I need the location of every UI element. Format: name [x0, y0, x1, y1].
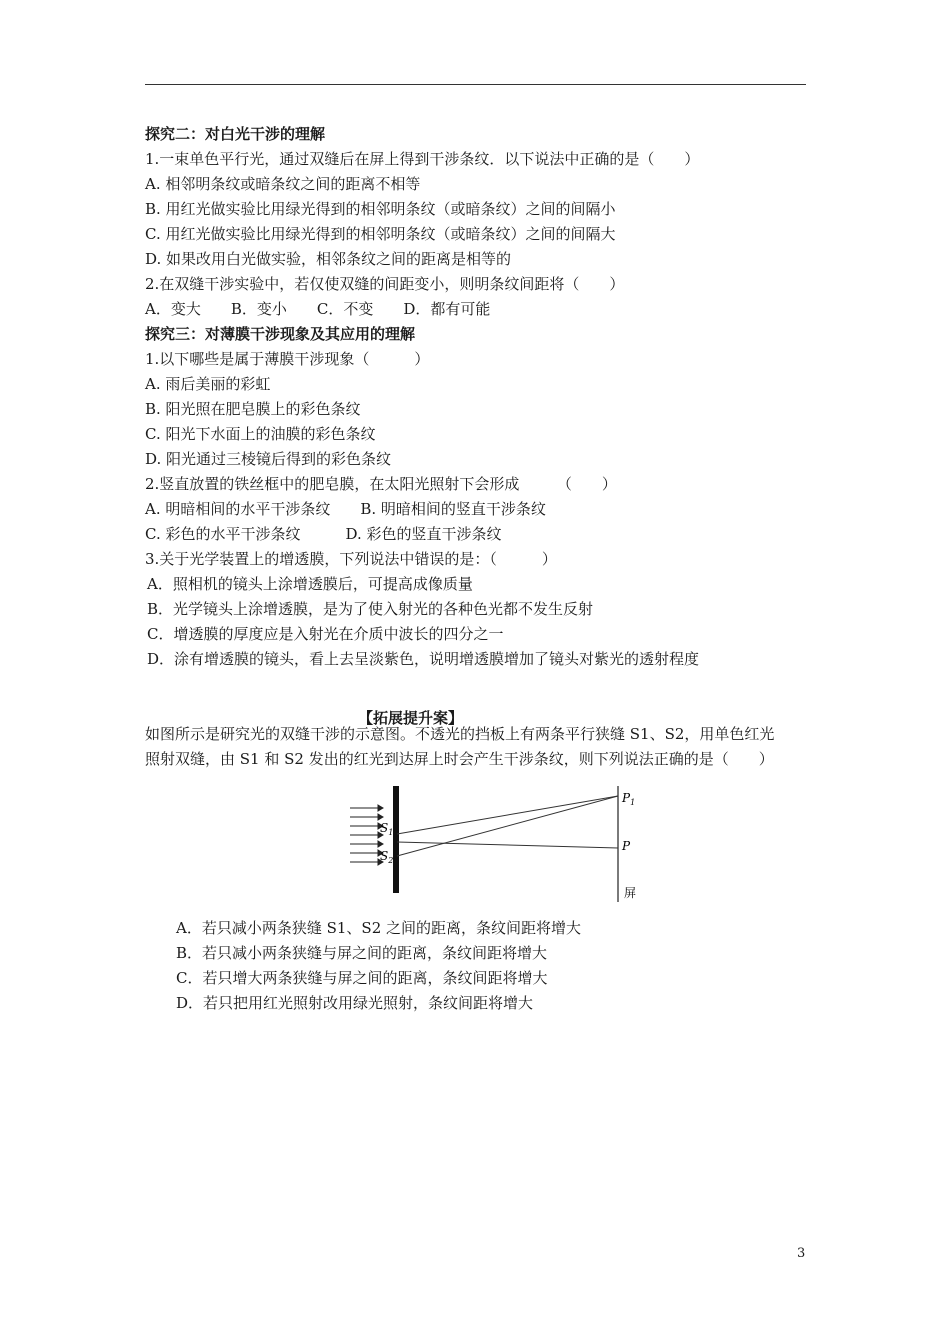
section3-q3-option-a: A．照相机的镜头上涂增透膜后，可提高成像质量: [147, 575, 473, 593]
barrier-plate: [393, 786, 399, 893]
section2-title: 探究二：对白光干涉的理解: [145, 125, 326, 143]
double-slit-diagram: [345, 782, 645, 904]
section3-question2: 2.竖直放置的铁丝框中的肥皂膜，在太阳光照射下会形成 （ ）: [145, 475, 617, 493]
section3-question3: 3.关于光学装置上的增透膜，下列说法中错误的是：（ ）: [145, 550, 557, 568]
section3-question1: 1.以下哪些是属于薄膜干涉现象（ ）: [145, 350, 430, 368]
label-screen: 屏: [624, 886, 637, 900]
section3-q1-option-b: B. 阳光照在肥皂膜上的彩色条纹: [145, 400, 361, 418]
section3-q3-option-b: B．光学镜头上涂增透膜，是为了使入射光的各种色光都不发生反射: [147, 600, 594, 618]
extension-title: 【拓展提升案】: [358, 709, 464, 727]
section3-q3-option-d: D．涂有增透膜的镜头，看上去呈淡紫色，说明增透膜增加了镜头对紫光的透射程度: [147, 650, 700, 668]
label-s1: $S_1$: [380, 821, 394, 837]
page-number: 3: [797, 1246, 806, 1261]
section3-q1-option-d: D. 阳光通过三棱镜后得到的彩色条纹: [145, 450, 392, 468]
section2-q1-option-b: B. 用红光做实验比用绿光得到的相邻明条纹（或暗条纹）之间的间隔小: [145, 200, 616, 218]
section3-title: 探究三：对薄膜干涉现象及其应用的理解: [145, 325, 416, 343]
section2-q2-options: A．变大 B．变小 C．不变 D．都有可能: [145, 300, 491, 318]
label-p: P: [622, 839, 631, 853]
extension-text-line1: 如图所示是研究光的双缝干涉的示意图。不透光的挡板上有两条平行狭缝 S1、S2，用单色红光: [145, 725, 775, 743]
section2-question2: 2.在双缝干涉实验中，若仅使双缝的间距变小，则明条纹间距将（ ）: [145, 275, 625, 293]
extension-option-a: A．若只减小两条狭缝 S1、S2 之间的距离，条纹间距将增大: [176, 919, 582, 937]
section3-q1-option-a: A. 雨后美丽的彩虹: [145, 375, 271, 393]
extension-option-b: B．若只减小两条狭缝与屏之间的距离，条纹间距将增大: [176, 944, 548, 962]
section2-question1: 1.一束单色平行光，通过双缝后在屏上得到干涉条纹．以下说法中正确的是（ ）: [145, 150, 700, 168]
section2-q1-option-c: C. 用红光做实验比用绿光得到的相邻明条纹（或暗条纹）之间的间隔大: [145, 225, 616, 243]
extension-option-c: C．若只增大两条狭缝与屏之间的距离，条纹间距将增大: [176, 969, 548, 987]
section2-q1-option-d: D. 如果改用白光做实验，相邻条纹之间的距离是相等的: [145, 250, 512, 268]
extension-option-d: D．若只把用红光照射改用绿光照射，条纹间距将增大: [176, 994, 534, 1012]
section2-q1-option-a: A. 相邻明条纹或暗条纹之间的距离不相等: [145, 175, 421, 193]
section3-q1-option-c: C. 阳光下水面上的油膜的彩色条纹: [145, 425, 376, 443]
light-paths: [397, 796, 618, 856]
label-p1: $P_1$: [622, 791, 636, 807]
incident-light-arrows: [350, 805, 383, 865]
section3-q2-options-cd: C. 彩色的水平干涉条纹 D. 彩色的竖直干涉条纹: [145, 525, 502, 543]
section3-q2-options-ab: A. 明暗相间的水平干涉条纹 B. 明暗相间的竖直干涉条纹: [145, 500, 546, 518]
label-s2: $S_2$: [380, 849, 394, 865]
section3-q3-option-c: C．增透膜的厚度应是入射光在介质中波长的四分之一: [147, 625, 504, 643]
header-rule: [145, 84, 806, 85]
extension-text-line2: 照射双缝，由 S1 和 S2 发出的红光到达屏上时会产生干涉条纹，则下列说法正确的是（ ）: [145, 750, 774, 768]
